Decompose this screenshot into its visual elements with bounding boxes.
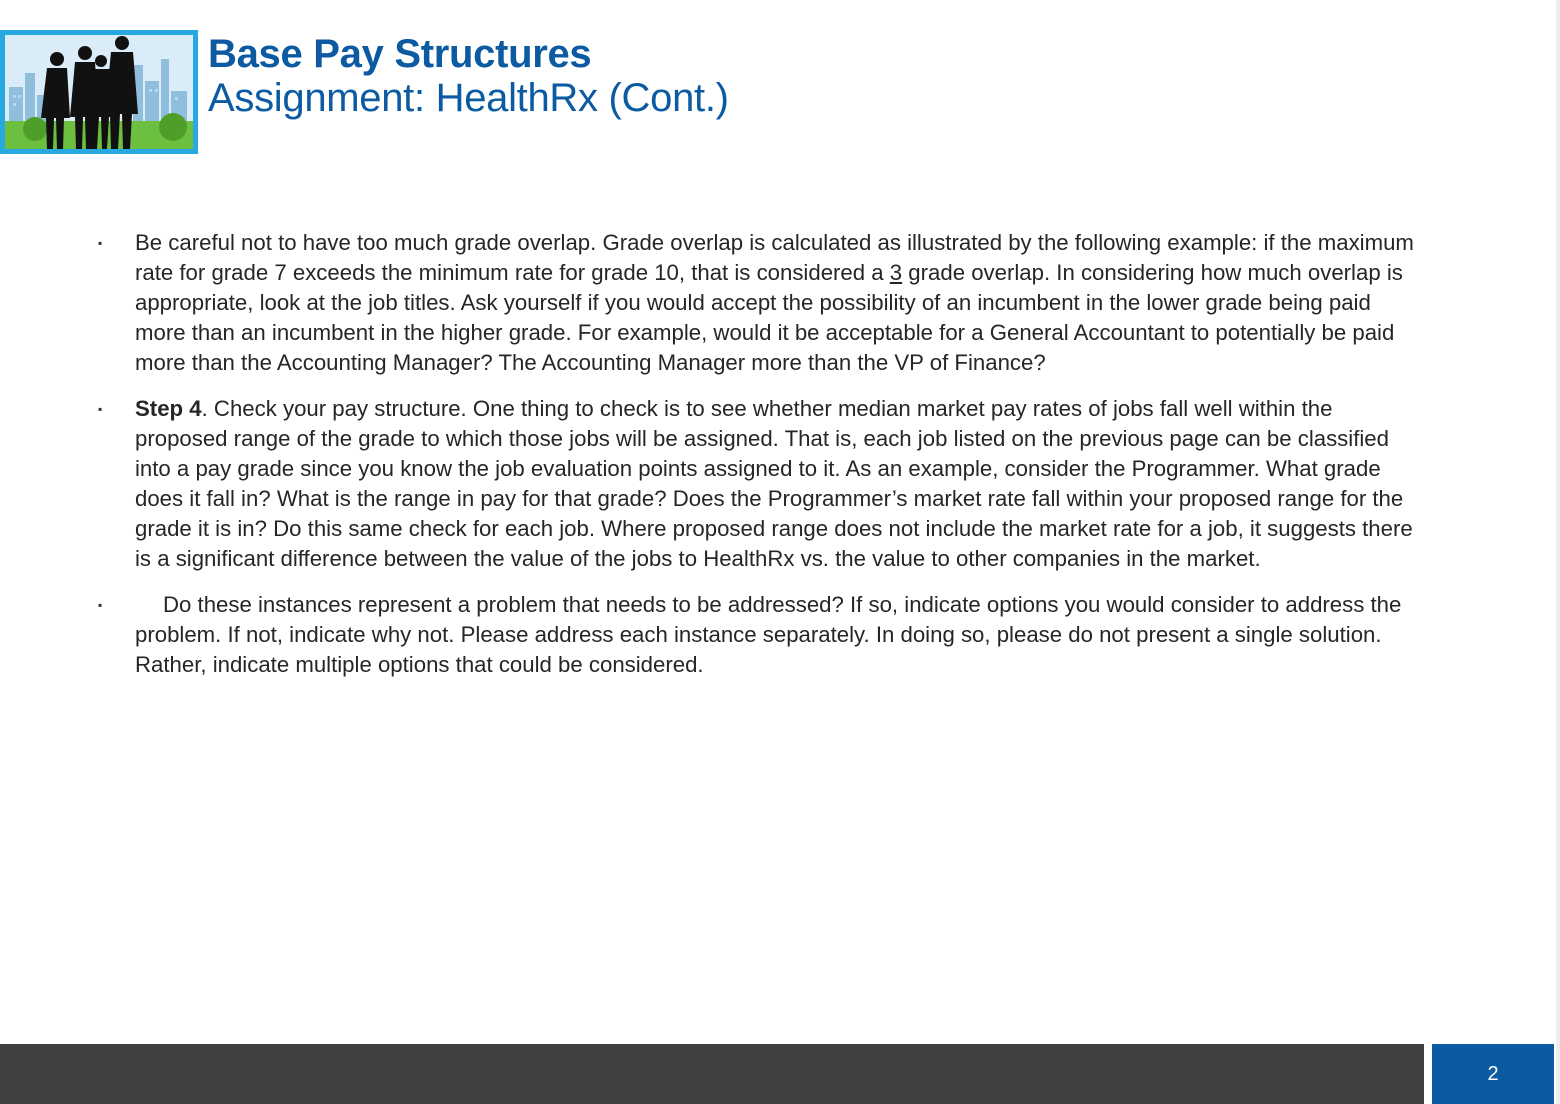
- right-edge-divider: [1556, 0, 1560, 1104]
- bullet-square-icon: ▪: [98, 598, 103, 612]
- page-number: 2: [1487, 1062, 1499, 1085]
- bullet-item-grade-overlap: [98, 228, 1418, 378]
- bullet-item-instances: [98, 590, 1418, 680]
- bullet-text-underlined: 3: [889, 260, 903, 285]
- bullet-item-step-4: [98, 394, 1418, 574]
- bullet-square-icon: ▪: [98, 402, 103, 416]
- bullet-text-part-2: grade overlap. In considering how much overlap is appropriate, look at the job titles. Ask yourself if you would accept the possibility of an incumbent in the lower grade being paid more than an incumbent in the higher grade. For example, would it be acceptable for a General Accountant to potentially be paid more than the Accounting Manager? The Accounting Manager more than the VP of Finance?: [135, 260, 1403, 375]
- bullet-text-part-1: Be careful not to have too much grade overlap. Grade overlap is calculated as illustrated by the following example: if the maximum rate for grade 7 exceeds the minimum rate for grade 10, that is considered a: [135, 230, 1414, 285]
- page-number-box: [1432, 1044, 1554, 1104]
- bullet-text: Do these instances represent a problem that needs to be addressed? If so, indicate options you would consider to address the problem. If not, indicate why not. Please address each instance separately. In doing so, please do not present a single solution. Rather, indicate multiple options that could be considered.: [135, 592, 1402, 677]
- page-subtitle: Assignment: HealthRx (Cont.): [208, 76, 729, 120]
- header-image: [0, 30, 198, 154]
- business-people-silhouette-image: [5, 35, 193, 149]
- footer-bar: [0, 1044, 1424, 1104]
- bullet-list: [98, 228, 1418, 696]
- bullet-square-icon: ▪: [98, 236, 103, 250]
- step-label: Step 4: [135, 396, 202, 421]
- page-title: Base Pay Structures: [208, 32, 592, 76]
- title-block: [208, 32, 1308, 120]
- bullet-text: . Check your pay structure. One thing to check is to see whether median market pay rates of jobs fall well within the proposed range of the grade to which those jobs will be assigned. That is, each job listed on the previous page can be classified into a pay grade since you know the job evaluation points assigned to it. As an example, consider the Programmer. What grade does it fall in? What is the range in pay for that grade? Does the Programmer’s market rate fall within your proposed range for the grade it is in? Do this same check for each job. Where proposed range does not include the market rate for a job, it suggests there is a significant difference between the value of the jobs to HealthRx vs. the value to other companies in the market.: [135, 396, 1413, 571]
